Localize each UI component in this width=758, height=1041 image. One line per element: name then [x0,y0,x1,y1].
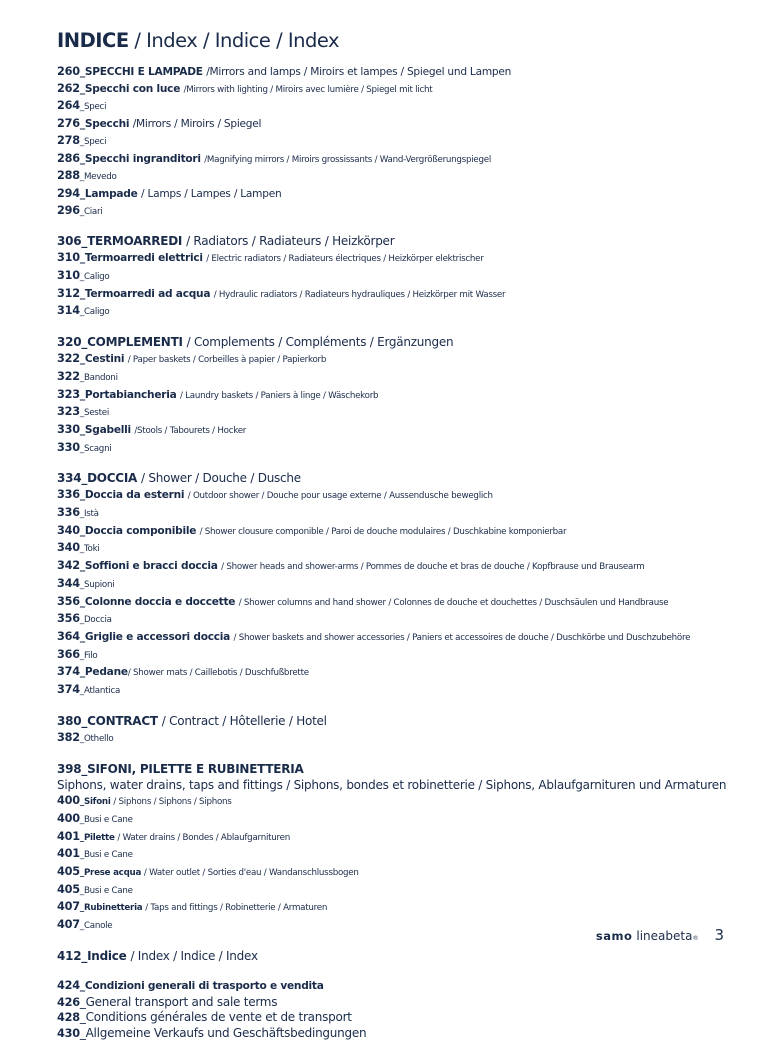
entry-description: /Mirrors / Miroirs / Spiegel [132,118,262,131]
entry-description: / Electric radiators / Radiateurs électriques / Heizkörper elektrischer [206,254,484,265]
entry-description: / Outdoor shower / Douche pour usage externe / Aussendusche beweglich [187,491,493,502]
page-ref: 260 [57,65,80,78]
page-title [57,29,339,52]
toc-entry [57,132,747,150]
entry-description: / Contract / Hôtellerie / Hotel [161,713,327,728]
page-ref: 306 [57,234,82,249]
page-ref: 426 [57,995,80,1009]
toc-entry [57,977,747,994]
entry-description: _Allgemeine Verkaufs und Geschäftsbedingungen [79,1025,367,1040]
toc-entry [57,994,747,1010]
entry-description: / Shower mats / Caillebotis / Duschfußbrette [127,668,309,679]
page-ref: 310 [57,269,80,283]
toc-entry [57,628,747,646]
page-ref: 412 [57,948,82,963]
toc-entry [57,439,747,457]
entry-name: _Bandoni [79,372,118,383]
toc-entry [57,403,747,421]
entry-name: _Caligo [79,272,110,283]
page-ref: 336 [57,506,80,520]
entry-name: _Busi e Cane [79,885,133,896]
toc-entry [57,610,747,628]
toc-entry [57,63,747,80]
page-ref: 286 [57,151,80,165]
page-ref: 401 [57,829,80,843]
toc-entry [57,1025,747,1041]
entry-description: / Laundry baskets / Paniers à linge / Wäschekorb [179,390,379,401]
toc-entry [57,285,747,303]
entry-name: _Othello [79,733,114,744]
page-ref: 380 [57,713,82,728]
page-ref: 364 [57,629,80,643]
toc-section [57,947,747,964]
toc-entry [57,575,747,593]
page-ref: 264 [57,99,80,113]
entry-description: _General transport and sale terms [79,994,278,1009]
toc-entry [57,232,747,249]
toc-entry [57,777,747,793]
entry-name: _Doccia componibile [79,524,200,537]
page-ref: 262 [57,81,80,95]
page-ref: 322 [57,352,80,366]
entry-name: _COMPLEMENTI [81,335,187,350]
toc-entry [57,522,747,540]
trademark-mark: ® [692,935,699,942]
entry-name: _Toki [79,544,100,555]
toc-entry [57,539,747,557]
entry-name: _Speci [79,102,107,113]
toc-entry [57,469,747,486]
entry-description: / Index / Indice / Index [130,948,258,963]
footer [596,926,724,944]
entry-name: _Istà [79,509,99,520]
entry-name: _Mevedo [79,172,117,183]
entry-name: _Busi e Cane [79,814,133,825]
entry-description: / Shower baskets and shower accessories / Paniers et accessoires de douche / Duschkörbe und Duschzubehöre [233,632,691,643]
entry-description: Siphons, water drains, taps and fittings / Siphons, bondes et robinetterie / Siphons, Ablaufgarnituren und Armaturen [57,777,727,792]
page-ref: 314 [57,304,80,318]
entry-name: _SPECCHI E LAMPADE [79,66,207,78]
entry-name: _Lampade [79,187,142,200]
toc-section [57,712,747,747]
entry-name: _SIFONI, PILETTE E RUBINETTERIA [81,761,304,776]
entry-description: / Radiators / Radiateurs / Heizkörper [186,234,395,249]
entry-description: / Shower columns and hand shower / Colonnes de douche et douchettes / Duschsäulen und Handbrause [238,597,669,608]
page-ref: 405 [57,865,80,879]
toc-entry [57,421,747,439]
entry-name: _Pilette [79,832,118,843]
toc-entry [57,881,747,899]
entry-name: _Specchi ingranditori [79,152,205,165]
entry-name: _Prese acqua [79,868,144,879]
toc-entry [57,486,747,504]
entry-name: _Busi e Cane [79,850,133,861]
page-ref: 344 [57,576,80,590]
entry-description: / Siphons / Siphons / Siphons [113,797,232,808]
entry-description: / Shower heads and shower-arms / Pommes de douche et bras de douche / Kopfbrause und Brausearm [221,562,645,573]
page-ref: 340 [57,523,80,537]
toc-entry [57,729,747,747]
page-ref: 356 [57,612,80,626]
toc-entry [57,898,747,916]
brand-logo: samo [595,929,633,943]
entry-description: /Mirrors with lighting / Miroirs avec lumière / Spiegel mit licht [183,84,433,95]
toc-entry [57,97,747,115]
page-ref: 342 [57,559,80,573]
page-ref: 382 [57,730,80,744]
toc-entry [57,681,747,699]
page-ref: 320 [57,335,82,350]
page-ref: 340 [57,541,80,555]
toc-entry [57,368,747,386]
page-ref: 310 [57,251,80,265]
toc-section [57,63,747,219]
toc-entry [57,947,747,964]
toc-entry [57,80,747,98]
entry-name: _Sestei [79,408,109,419]
entry-name: _Portabiancheria [79,388,180,401]
entry-name: _Supioni [79,579,115,590]
toc-entry [57,267,747,285]
title-bold: INDICE [57,29,129,52]
entry-description: /Stools / Tabourets / Hocker [134,425,247,436]
toc-entry [57,646,747,664]
page-ref: 400 [57,794,80,808]
page-ref: 323 [57,387,80,401]
entry-name: _Doccia [79,615,112,626]
page-ref: 424 [57,978,80,992]
entry-name: _Cestini [79,353,128,366]
toc-entry [57,863,747,881]
entry-name: _Sgabelli [79,423,135,436]
entry-description: / Hydraulic radiators / Radiateurs hydrauliques / Heizkörper mit Wasser [213,289,506,300]
toc-entry [57,115,747,132]
entry-description: /Magnifying mirrors / Miroirs grossissants / Wand-Vergrößerungspiegel [204,154,491,165]
entry-name: _Atlantica [79,686,121,697]
page-ref: 401 [57,847,80,861]
page-ref: 407 [57,900,80,914]
page-ref: 428 [57,1011,80,1025]
page-ref: 323 [57,405,80,419]
entry-name: _Soffioni e bracci doccia [79,560,222,573]
page-ref: 398 [57,761,82,776]
entry-name: _Canole [79,921,113,932]
page-ref: 312 [57,286,80,300]
toc-entry [57,386,747,404]
entry-name: _Filo [79,650,98,661]
page-ref: 366 [57,647,80,661]
entry-description: / Complements / Compléments / Ergänzungen [186,335,454,350]
page-ref: 430 [57,1026,80,1040]
page-ref: 405 [57,882,80,896]
page-ref: 330 [57,422,80,436]
page-ref: 334 [57,471,82,486]
toc-section [57,760,747,934]
entry-name: _CONTRACT [81,713,162,728]
entry-name: _Pedane [79,666,128,679]
toc-entry [57,167,747,185]
entry-description: / Taps and fittings / Robinetterie / Armaturen [145,903,328,914]
toc-section [57,977,747,1041]
entry-name: _DOCCIA [81,471,142,486]
toc-entry [57,1009,747,1025]
toc-entry [57,333,747,350]
title-rest: / Index / Indice / Index [128,29,340,52]
toc-section [57,333,747,456]
entry-name: _Ciari [79,206,103,217]
entry-name: _Rubinetteria [79,903,146,914]
toc-entry [57,828,747,846]
entry-name: _Doccia da esterni [79,489,188,502]
toc-entry [57,185,747,202]
entry-name: _Sifoni [79,797,114,808]
toc-entry [57,663,747,681]
brand-subtitle: lineabeta [636,929,693,943]
entry-name: _Caligo [79,307,110,318]
entry-name: _Speci [79,136,107,147]
toc-entry [57,504,747,522]
entry-description: / Water drains / Bondes / Ablaufgarnituren [117,832,291,843]
page-ref: 336 [57,488,80,502]
table-of-contents [57,63,747,1041]
entry-description: / Paper baskets / Corbeilles à papier / Papierkorb [127,355,327,366]
entry-description: / Lamps / Lampes / Lampen [141,187,282,200]
entry-name: _Specchi [79,118,133,131]
entry-name: _Condizioni generali di trasporto e vendita [79,979,324,992]
toc-entry [57,792,747,810]
entry-name: _Specchi con luce [79,82,184,95]
entry-name: _Griglie e accessori doccia [79,630,234,643]
toc-entry [57,350,747,368]
entry-description: / Water outlet / Sorties d'eau / Wandanschlussbogen [143,868,359,879]
page-ref: 276 [57,117,80,131]
toc-entry [57,712,747,729]
page-number: 3 [714,926,724,944]
toc-entry [57,150,747,168]
toc-section [57,469,747,698]
page-ref: 374 [57,683,80,697]
page-ref: 330 [57,440,80,454]
entry-description: _Conditions générales de vente et de transport [79,1010,352,1025]
page-ref: 278 [57,133,80,147]
toc-entry [57,810,747,828]
entry-name: _Indice [81,948,131,963]
toc-entry [57,302,747,320]
toc-entry [57,593,747,611]
toc-entry [57,845,747,863]
page-ref: 374 [57,665,80,679]
entry-description: / Shower / Douche / Dusche [141,471,301,486]
toc-entry [57,760,747,777]
toc-entry [57,202,747,220]
page-ref: 322 [57,369,80,383]
page-ref: 407 [57,918,80,932]
entry-name: _TERMOARREDI [81,234,187,249]
page-ref: 400 [57,811,80,825]
entry-name: _Termoarredi ad acqua [79,287,214,300]
toc-section [57,232,747,320]
page-ref: 356 [57,594,80,608]
entry-name: _Colonne doccia e doccette [79,595,239,608]
page-ref: 296 [57,203,80,217]
entry-name: _Termoarredi elettrici [79,252,207,265]
page-ref: 288 [57,169,80,183]
entry-name: _Scagni [79,443,112,454]
entry-description: /Mirrors and lamps / Miroirs et lampes / Spiegel und Lampen [206,66,512,78]
toc-entry [57,249,747,267]
entry-description: / Shower clousure componible / Paroi de douche modulaires / Duschkabine komponierbar [199,526,567,537]
toc-entry [57,557,747,575]
page-ref: 294 [57,186,80,200]
